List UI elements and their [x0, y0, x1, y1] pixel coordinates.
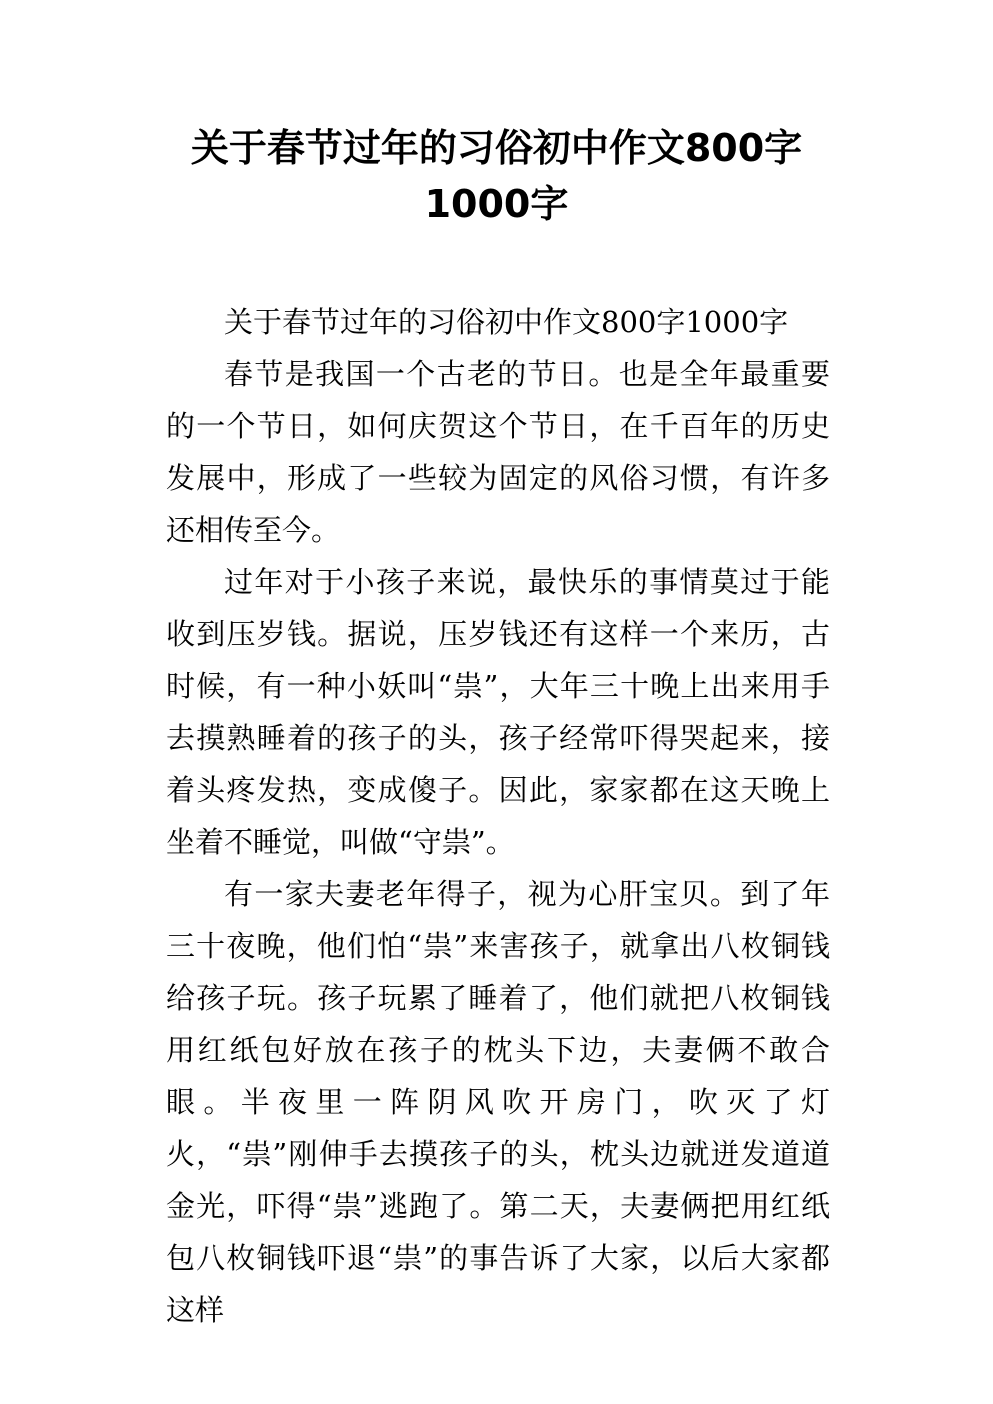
title-line-1: 关于春节过年的习俗初中作文800字: [190, 126, 803, 170]
document-title: [100, 120, 893, 232]
paragraph: 春节是我国一个古老的节日。也是全年最重要的一个节日，如何庆贺这个节日，在千百年的历史发展中，形成了一些较为固定的风俗习惯，有许多还相传至今。: [166, 357, 830, 547]
paragraph-subtitle: 关于春节过年的习俗初中作文800字1000字: [224, 305, 789, 339]
document-body: [166, 296, 830, 1336]
paragraph: 过年对于小孩子来说，最快乐的事情莫过于能收到压岁钱。据说，压岁钱还有这样一个来历，古时候，有一种小妖叫“祟”，大年三十晚上出来用手去摸熟睡着的孩子的头，孩子经常吓得哭起来，接着头疼发热，变成傻子。因此，家家都在这天晚上坐着不睡觉，叫做“守祟”。: [166, 565, 830, 859]
paragraph: 有一家夫妻老年得子，视为心肝宝贝。到了年三十夜晚，他们怕“祟”来害孩子，就拿出八枚铜钱给孩子玩。孩子玩累了睡着了，他们就把八枚铜钱用红纸包好放在孩子的枕头下边，夫妻俩不敢合眼。半夜里一阵阴风吹开房门，吹灭了灯火，“祟”刚伸手去摸孩子的头，枕头边就迸发道道金光，吓得“祟”逃跑了。第二天，夫妻俩把用红纸包八枚铜钱吓退“祟”的事告诉了大家，以后大家都这样: [166, 877, 830, 1327]
title-line-2: 1000字: [424, 182, 569, 226]
